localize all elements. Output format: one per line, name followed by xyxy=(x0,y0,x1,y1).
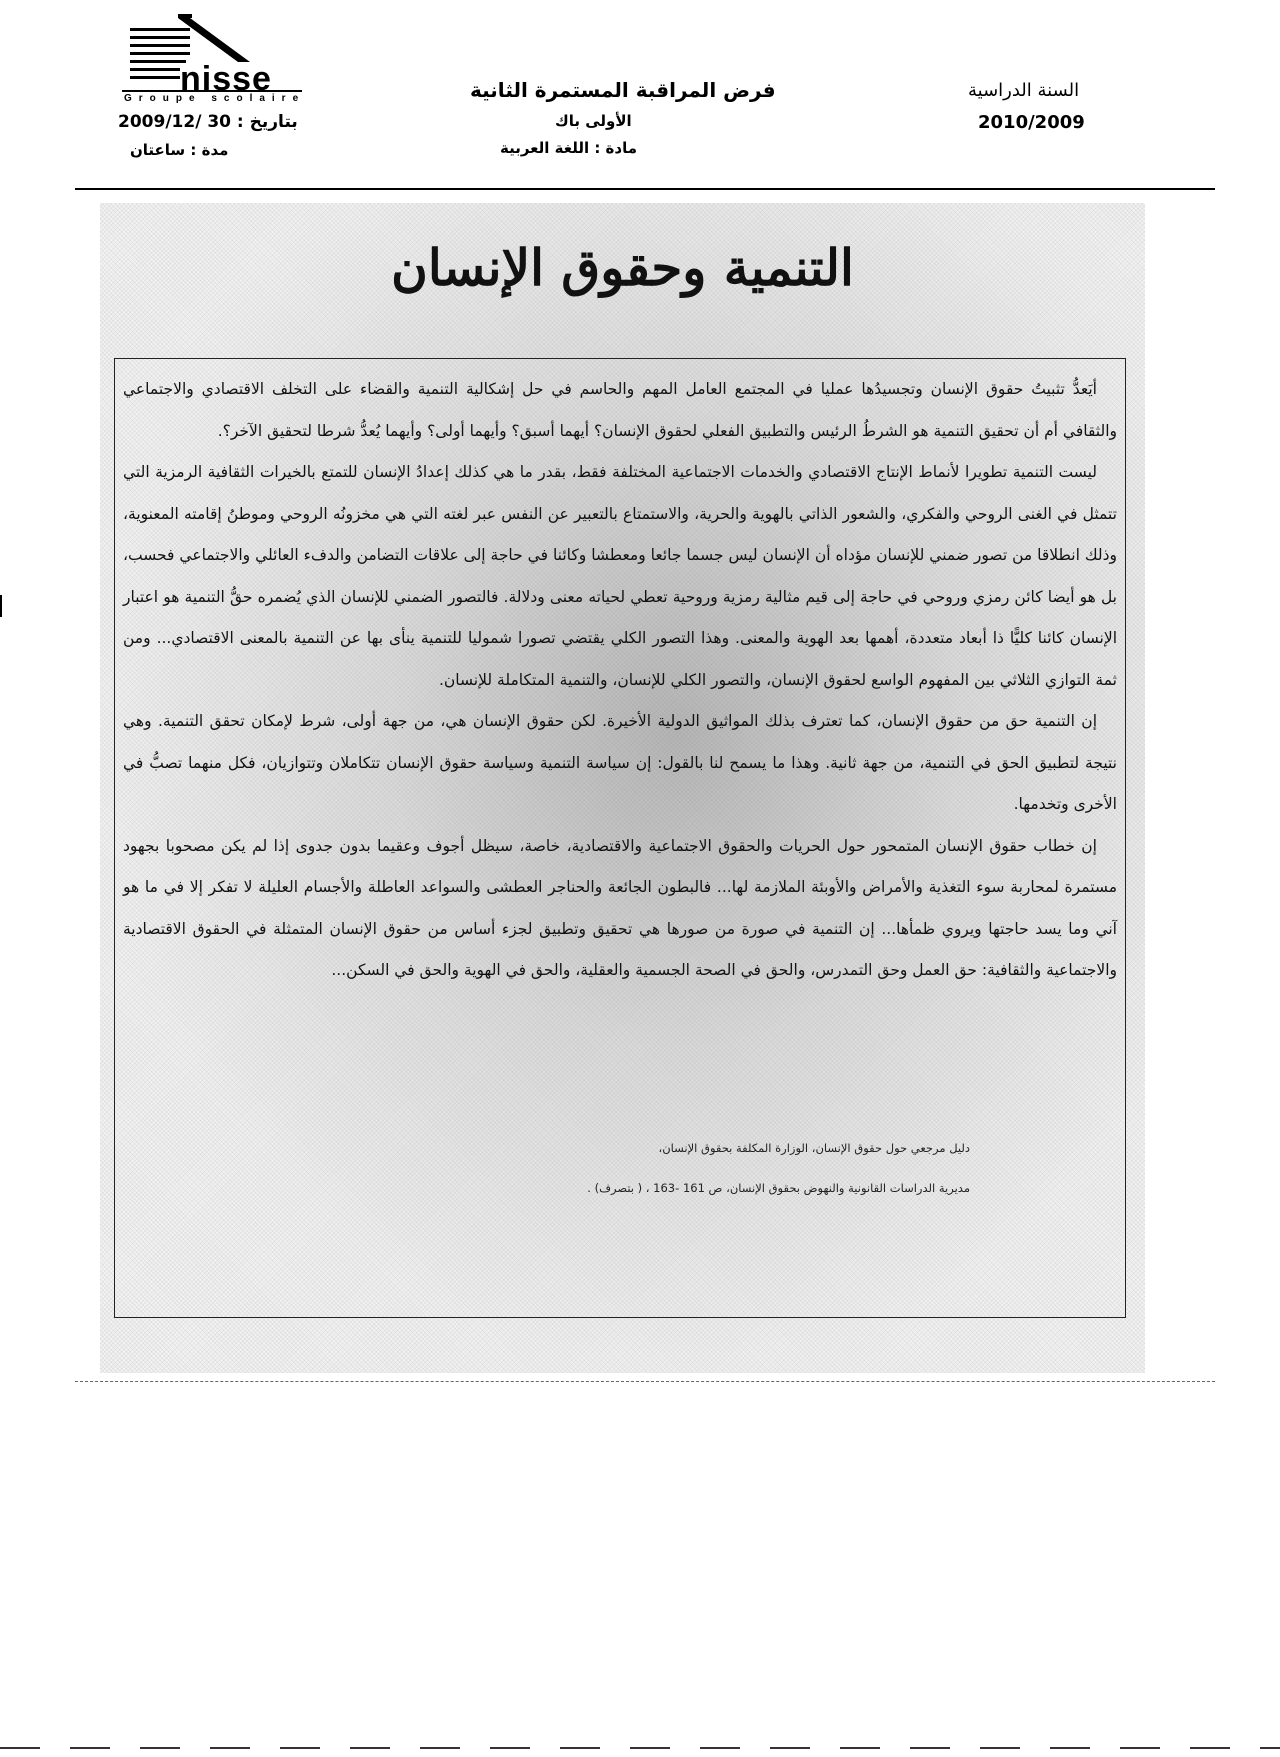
panel-bottom-rule xyxy=(75,1381,1215,1382)
passage-paragraph-4: إن خطاب حقوق الإنسان المتمحور حول الحريات والحقوق الاجتماعية والاقتصادية، خاصة، سيظل أجوف وعقيما بدون جدوى إذا لم يكن مصحوبا بجهود مستمرة لمحاربة سوء التغذية والأمراض والأوبئة الملازمة لها... فالبطون الجائعة والحناجر العطشى والسواعد العاطلة والأجسام العليلة لا تفكر إلا في ما هو آني وما يسد حاجتها ويروي ظمأها... إن التنمية في صورة من صورها هي تحقيق وتطبيق لجزء أساس من حقوق الإنسان المتمثلة في الحقوق الاقتصادية والاجتماعية والثقافية: حق العمل وحق التمدرس، والحق في الصحة الجسمية والعقلية، والحق في الهوية والحق في السكن... xyxy=(123,836,1117,979)
exam-level: الأولى باك xyxy=(555,112,632,130)
source-line-1: دليل مرجعي حول حقوق الإنسان، الوزارة المكلفة بحقوق الإنسان، xyxy=(658,1141,970,1155)
exam-title: فرض المراقبة المستمرة الثانية xyxy=(470,78,776,102)
exam-duration: مدة : ساعتان xyxy=(130,141,229,159)
text-source xyxy=(225,1128,1125,1208)
exam-header xyxy=(0,0,1280,190)
passage-paragraph-2: ليست التنمية تطويرا لأنماط الإنتاج الاقتصادي والخدمات الاجتماعية المختلفة فقط، بقدر ما هي كذلك إعدادُ الإنسان للتمتع بالخيرات الثقافية الرمزية التي تتمثل في الغنى الروحي والفكري، والشعور الذاتي بالهوية والحرية، والاستمتاع بالتعبير عن النفس عبر لغته التي هي مخزونُه الروحي وموطنُ إقامته المعنوية، وذلك انطلاقا من تصور ضمني للإنسان مؤداه أن الإنسان ليس جسما جائعا ومعطشا وكائنا في حاجة إلى علاقات التضامن والدفء العائلي والاجتماعي فحسب، بل هو أيضا كائن رمزي وروحي في حاجة إلى قيم مثالية رمزية وروحية تعطي لحياته معنى ودلالة. فالتصور الضمني للإنسان الذي يُضمره حقُّ التنمية هو اعتبار الإنسان كائنا كليًّا ذا أبعاد متعددة، أهمها بعد الهوية والمعنى. وهذا التصور الكلي يقتضي تصورا شموليا للتنمية ينأى بها عن التنمية بالمعنى الاقتصادي... ومن ثمة التوازي الثلاثي بين المفهوم الواسع لحقوق الإنسان، والتصور الكلي للإنسان، والتنمية المتكاملة للإنسان. xyxy=(123,463,1117,689)
school-year-label: السنة الدراسية xyxy=(968,80,1080,101)
logo-subtitle: Groupe scolaire xyxy=(124,93,306,104)
reading-text-panel xyxy=(100,203,1145,1373)
passage-paragraph-1: أيَعدُّ تثبيتُ حقوق الإنسان وتجسيدُها عمليا في المجتمع العامل المهم والحاسم في حل إشكالية التنمية والقضاء على التخلف الاقتصادي والاجتماعي والثقافي أم أن تحقيق التنمية هو الشرطُ الرئيس والتطبيق الفعلي لحقوق الإنسان؟ أيهما أسبق؟ وأيهما أولى؟ وأيهما يُعدُّ شرطا لتحقيق الآخر؟. xyxy=(123,380,1117,440)
passage-paragraph-3: إن التنمية حق من حقوق الإنسان، كما تعترف بذلك المواثيق الدولية الأخيرة. لكن حقوق الإنسان هي، من جهة أولى، شرط لإمكان تحقق التنمية. وهي نتيجة لتطبيق الحق في التنمية، من جهة ثانية. وهذا ما يسمح لنا بالقول: إن سياسة التنمية وسياسة حقوق الإنسان تتكاملان وتتوازيان، فكل منهما تصبُّ في الأخرى وتخدمها. xyxy=(123,712,1117,813)
school-logo xyxy=(120,12,320,102)
exam-subject: مادة : اللغة العربية xyxy=(500,139,638,157)
exam-date: بتاريخ : 30 /2009/12 xyxy=(118,112,298,132)
scan-margin-mark xyxy=(0,595,2,617)
source-line-2: مديرية الدراسات القانونية والنهوض بحقوق الإنسان، ص 161 -163 ، ( بتصرف) . xyxy=(587,1181,970,1195)
school-year-value: 2010/2009 xyxy=(978,112,1085,133)
page-footer-dashes xyxy=(0,1747,1280,1749)
logo-word: nisse xyxy=(180,60,272,98)
text-title: التنمية وحقوق الإنسان xyxy=(391,238,854,297)
header-divider xyxy=(75,188,1215,190)
